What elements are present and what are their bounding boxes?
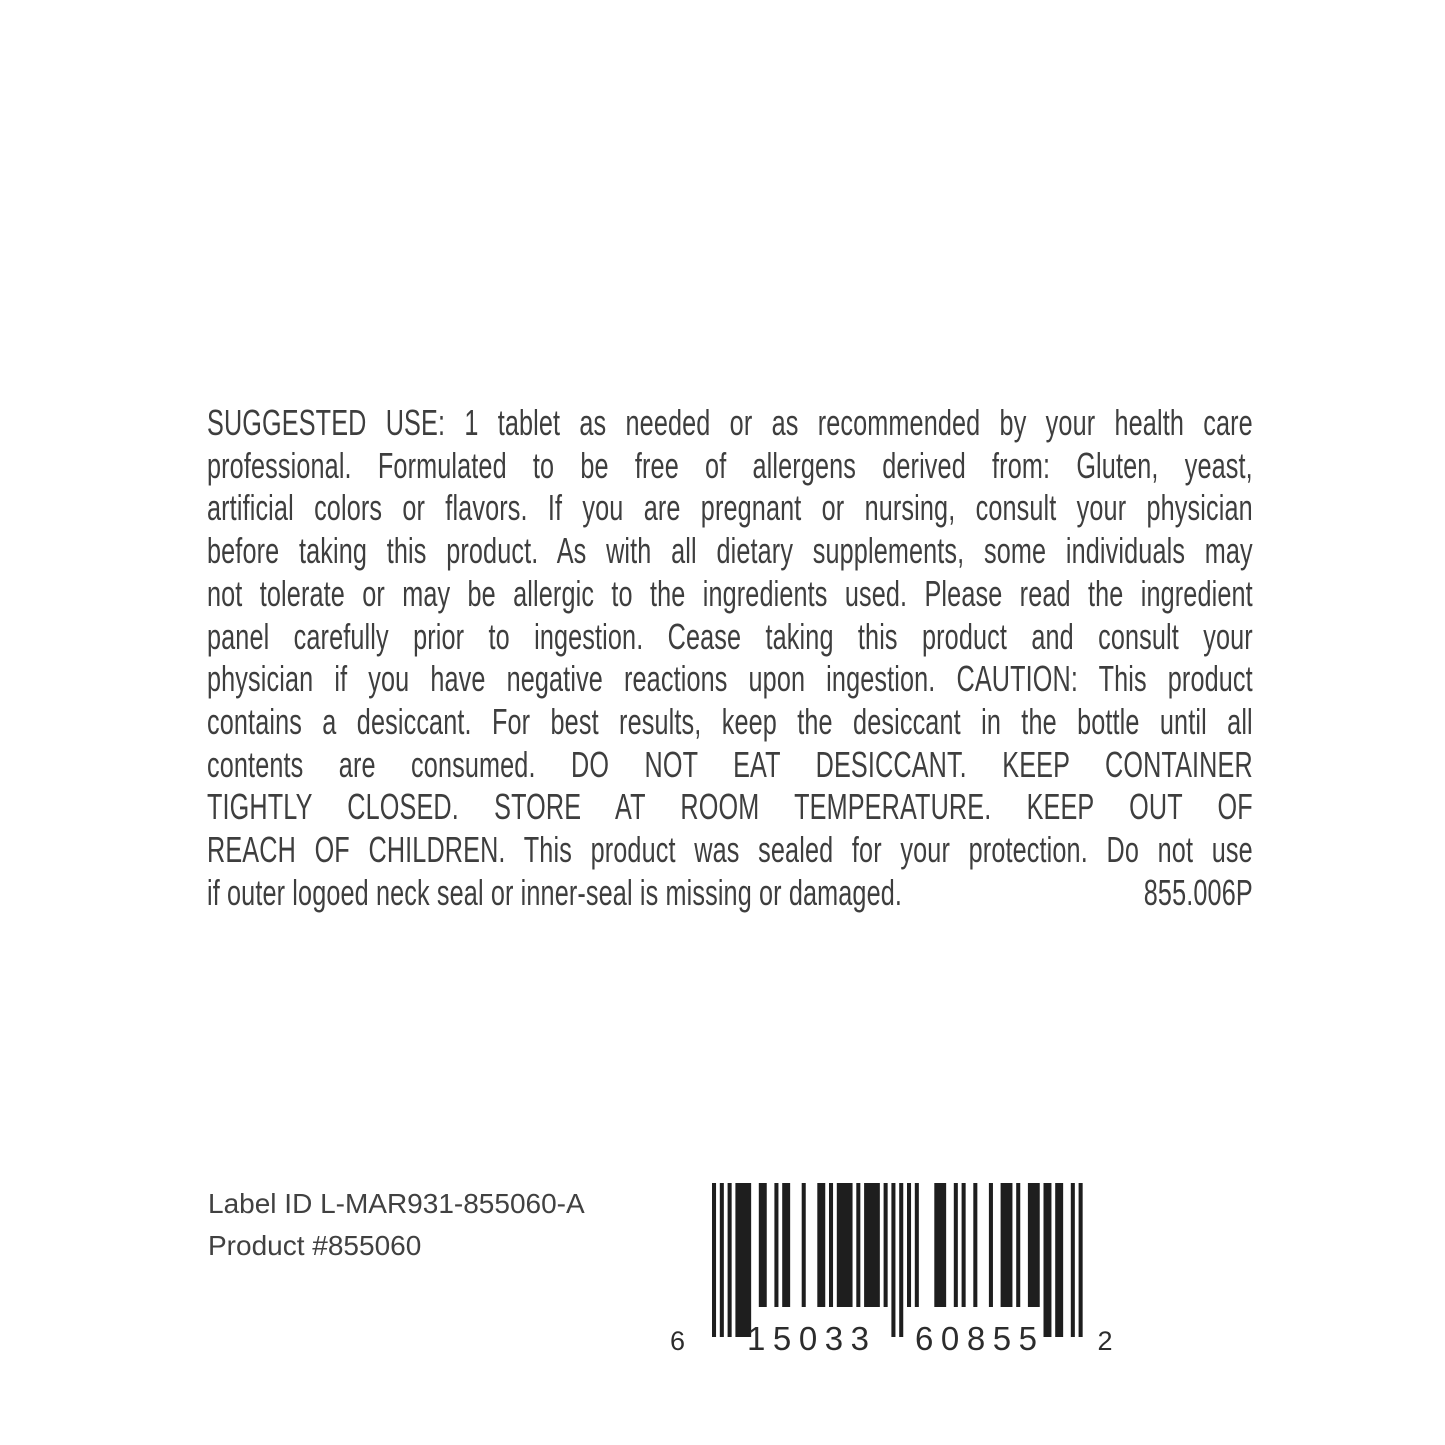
product-number-line: Product #855060 <box>208 1230 422 1261</box>
suggested-use-line: contents are consumed. DO NOT EAT DESICCANT. KEEP CONTAINER <box>207 743 1253 785</box>
suggested-use-last-line <box>207 872 1253 915</box>
suggested-use-paragraph <box>207 402 1253 914</box>
suggested-use-line: physician if you have negative reactions upon ingestion. CAUTION: This product <box>207 658 1253 700</box>
barcode-right-digit: 2 <box>1097 1326 1113 1356</box>
barcode-left-digit: 6 <box>670 1326 686 1356</box>
label-id-block <box>208 1183 585 1267</box>
suggested-use-line: TIGHTLY CLOSED. STORE AT ROOM TEMPERATURE. KEEP OUT OF <box>207 786 1253 828</box>
suggested-use-line: panel carefully prior to ingestion. Cease taking this product and consult your <box>207 615 1253 657</box>
suggested-use-line: professional. Formulated to be free of allergens derived from: Gluten, yeast, <box>207 444 1253 486</box>
seal-warning-text: if outer logoed neck seal or inner-seal is missing or damaged. <box>207 871 903 913</box>
suggested-use-line: not tolerate or may be allergic to the ingredients used. Please read the ingredient <box>207 572 1253 614</box>
suggested-use-line: SUGGESTED USE: 1 tablet as needed or as recommended by your health care <box>207 402 1253 443</box>
suggested-use-line: REACH OF CHILDREN. This product was sealed for your protection. Do not use <box>207 829 1253 871</box>
barcode-left-group: 15033 <box>747 1320 869 1357</box>
suggested-use-line: artificial colors or flavors. If you are pregnant or nursing, consult your physician <box>207 487 1253 529</box>
barcode-bars <box>712 1183 1083 1337</box>
suggested-use-line: contains a desiccant. For best results, keep the desiccant in the bottle until all <box>207 700 1253 742</box>
suggested-use-line: before taking this product. As with all dietary supplements, some individuals may <box>207 530 1253 572</box>
barcode-right-group: 60855 <box>915 1320 1037 1357</box>
label-id-line: Label ID L-MAR931-855060-A <box>208 1188 585 1219</box>
doc-code: 855.006P <box>1143 871 1253 913</box>
upc-barcode <box>668 1178 1128 1358</box>
